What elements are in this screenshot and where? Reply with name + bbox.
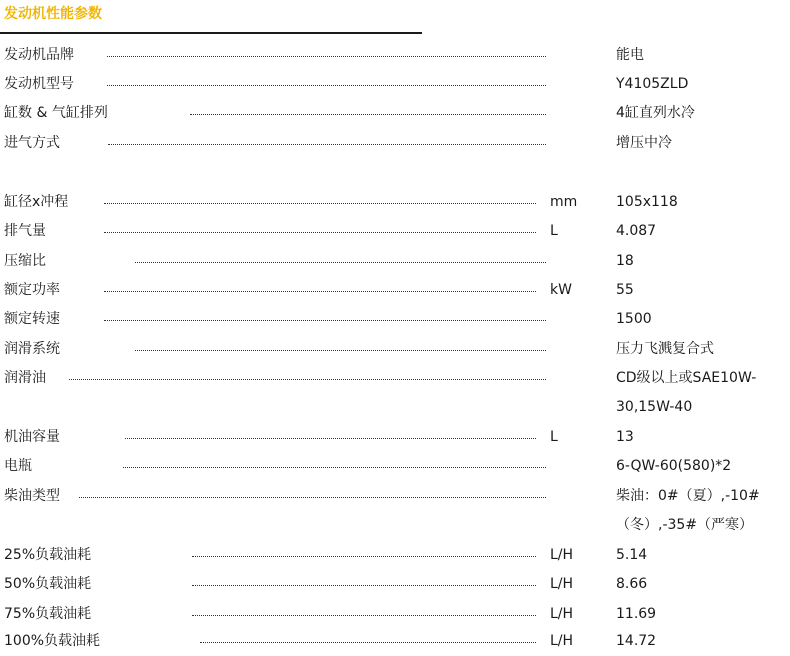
spec-row [0, 570, 790, 599]
spec-value: 5.14 [616, 547, 648, 563]
spec-row [0, 305, 790, 334]
spec-row [0, 99, 790, 128]
spec-row [0, 129, 790, 158]
dot-leader [135, 262, 546, 263]
spec-unit: L/H [550, 576, 574, 592]
dot-leader [79, 497, 546, 498]
spec-row [0, 247, 790, 276]
spec-row [0, 541, 790, 570]
spec-value: 1500 [616, 311, 652, 327]
dot-leader [192, 556, 536, 557]
spec-value: 55 [616, 282, 634, 298]
spec-label: 100%负载油耗 [4, 633, 101, 649]
spec-row [0, 600, 790, 629]
section-title: 发动机性能参数 [4, 6, 102, 22]
spec-row [0, 188, 790, 217]
spec-row [0, 70, 790, 99]
spec-unit: kW [550, 282, 572, 298]
dot-leader [107, 56, 546, 57]
spec-label: 额定转速 [4, 311, 60, 327]
dot-leader [108, 144, 546, 145]
spec-label: 75%负载油耗 [4, 606, 92, 622]
spec-value: 6-QW-60(580)*2 [616, 458, 732, 474]
spec-row [0, 364, 790, 422]
spec-value: CD级以上或SAE10W-30,15W-40 [616, 370, 757, 415]
spec-label: 缸数 & 气缸排列 [4, 105, 108, 121]
spec-row [0, 335, 790, 364]
dot-leader [104, 232, 536, 233]
spec-value: 4缸直列水冷 [616, 105, 695, 121]
spec-row [0, 423, 790, 452]
spec-value: 能电 [616, 47, 644, 63]
title-divider [0, 32, 422, 34]
spec-value: 105x118 [616, 194, 678, 210]
spec-label: 柴油类型 [4, 488, 60, 504]
spec-label: 进气方式 [4, 135, 60, 151]
dot-leader [135, 350, 546, 351]
dot-leader [69, 379, 546, 380]
spec-label: 压缩比 [4, 253, 46, 269]
dot-leader [104, 203, 536, 204]
spec-row [0, 482, 790, 540]
dot-leader [123, 467, 546, 468]
dot-leader [104, 291, 536, 292]
spec-label: 缸径x冲程 [4, 194, 69, 210]
spec-unit: mm [550, 194, 578, 210]
dot-leader [200, 642, 536, 643]
spec-label: 发动机型号 [4, 76, 74, 92]
spec-value: 14.72 [616, 633, 657, 649]
spec-label: 润滑系统 [4, 341, 60, 357]
spec-value: 柴油：0#（夏）,-10#（冬）,-35#（严寒） [616, 488, 760, 533]
spec-unit: L [550, 223, 558, 239]
spec-label: 发动机品牌 [4, 47, 74, 63]
spec-label: 电瓶 [4, 458, 32, 474]
dot-leader [192, 585, 536, 586]
spec-value: 4.087 [616, 223, 657, 239]
spec-unit: L/H [550, 606, 574, 622]
spec-value: 13 [616, 429, 634, 445]
spec-unit: L/H [550, 633, 574, 649]
spec-label: 50%负载油耗 [4, 576, 92, 592]
spec-unit: L/H [550, 547, 574, 563]
dot-leader [125, 438, 536, 439]
spec-row [0, 217, 790, 246]
dot-leader [107, 85, 546, 86]
spec-label: 排气量 [4, 223, 46, 239]
spec-label: 润滑油 [4, 370, 46, 386]
spec-row [0, 276, 790, 305]
spec-label: 25%负载油耗 [4, 547, 92, 563]
spec-unit: L [550, 429, 558, 445]
spec-row [0, 627, 790, 656]
spec-value: 11.69 [616, 606, 657, 622]
dot-leader [190, 114, 546, 115]
dot-leader [192, 615, 536, 616]
spec-value: 8.66 [616, 576, 648, 592]
spec-label: 额定功率 [4, 282, 60, 298]
spec-value: Y4105ZLD [616, 76, 689, 92]
dot-leader [104, 320, 546, 321]
spec-label: 机油容量 [4, 429, 60, 445]
spec-value: 增压中冷 [616, 135, 672, 151]
spec-row [0, 41, 790, 70]
spec-row [0, 452, 790, 481]
spec-value: 18 [616, 253, 634, 269]
spec-value: 压力飞溅复合式 [616, 341, 714, 357]
